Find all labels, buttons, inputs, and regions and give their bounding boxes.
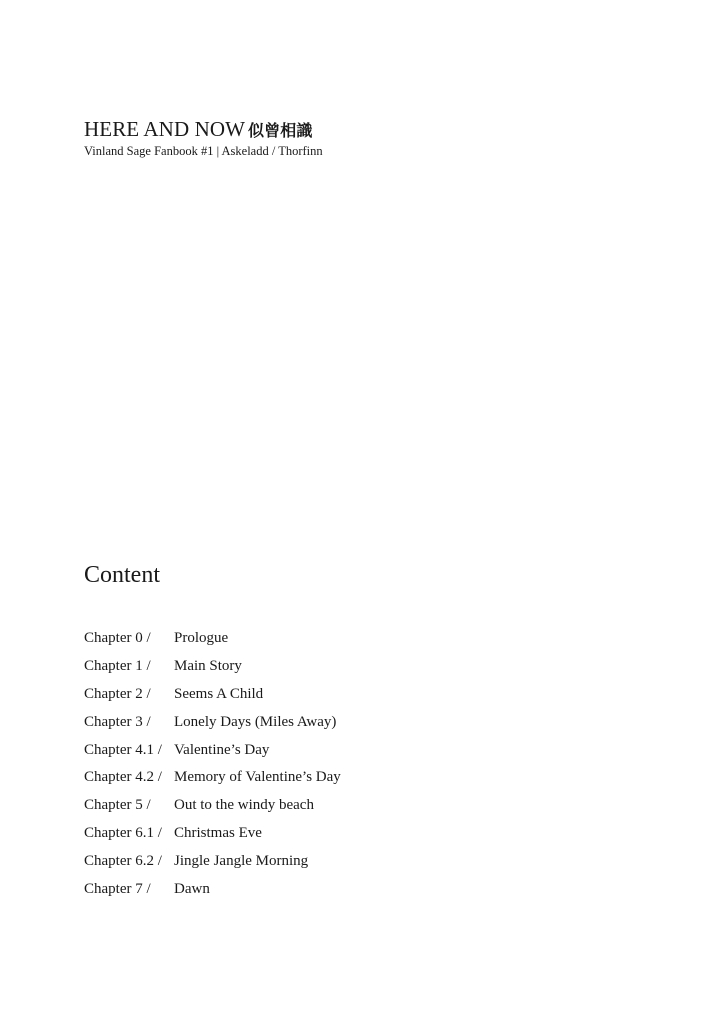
toc-item (84, 653, 341, 681)
toc-chapter-title: Memory of Valentine’s Day (174, 769, 341, 786)
toc-chapter-number: Chapter 1 / (84, 658, 151, 675)
book-title-text: HERE AND NOW (84, 117, 246, 141)
toc-chapter-title: Prologue (174, 630, 229, 647)
table-of-contents (84, 625, 341, 903)
toc-chapter-title: Valentine’s Day (174, 741, 270, 758)
toc-chapter-number: Chapter 7 / (84, 880, 151, 897)
toc-item (84, 625, 341, 653)
contents-heading: Content (84, 562, 160, 588)
toc-item (84, 736, 341, 764)
toc-item (84, 820, 341, 848)
toc-chapter-title: Dawn (174, 880, 210, 897)
toc-chapter-title: Out to the windy beach (174, 797, 314, 814)
toc-item (84, 847, 341, 875)
book-title (84, 116, 312, 144)
toc-chapter-number: Chapter 4.1 / (84, 741, 162, 758)
toc-chapter-number: Chapter 5 / (84, 797, 151, 814)
toc-chapter-number: Chapter 6.1 / (84, 824, 162, 841)
toc-chapter-number: Chapter 3 / (84, 713, 151, 730)
book-title-cjk: 似曾相識 (248, 121, 313, 140)
toc-item (84, 708, 341, 736)
toc-chapter-title: Seems A Child (174, 685, 264, 702)
toc-chapter-title: Lonely Days (Miles Away) (174, 713, 337, 730)
toc-chapter-number: Chapter 6.2 / (84, 852, 162, 869)
toc-chapter-number: Chapter 0 / (84, 630, 151, 647)
toc-chapter-number: Chapter 4.2 / (84, 769, 162, 786)
toc-chapter-title: Jingle Jangle Morning (174, 852, 309, 869)
book-subtitle: Vinland Sage Fanbook #1 | Askeladd / Thorfinn (84, 144, 323, 158)
toc-item (84, 681, 341, 709)
toc-chapter-title: Main Story (174, 658, 242, 675)
toc-item (84, 792, 341, 820)
toc-item (84, 875, 341, 903)
toc-item (84, 764, 341, 792)
toc-chapter-number: Chapter 2 / (84, 685, 151, 702)
toc-chapter-title: Christmas Eve (174, 824, 262, 841)
